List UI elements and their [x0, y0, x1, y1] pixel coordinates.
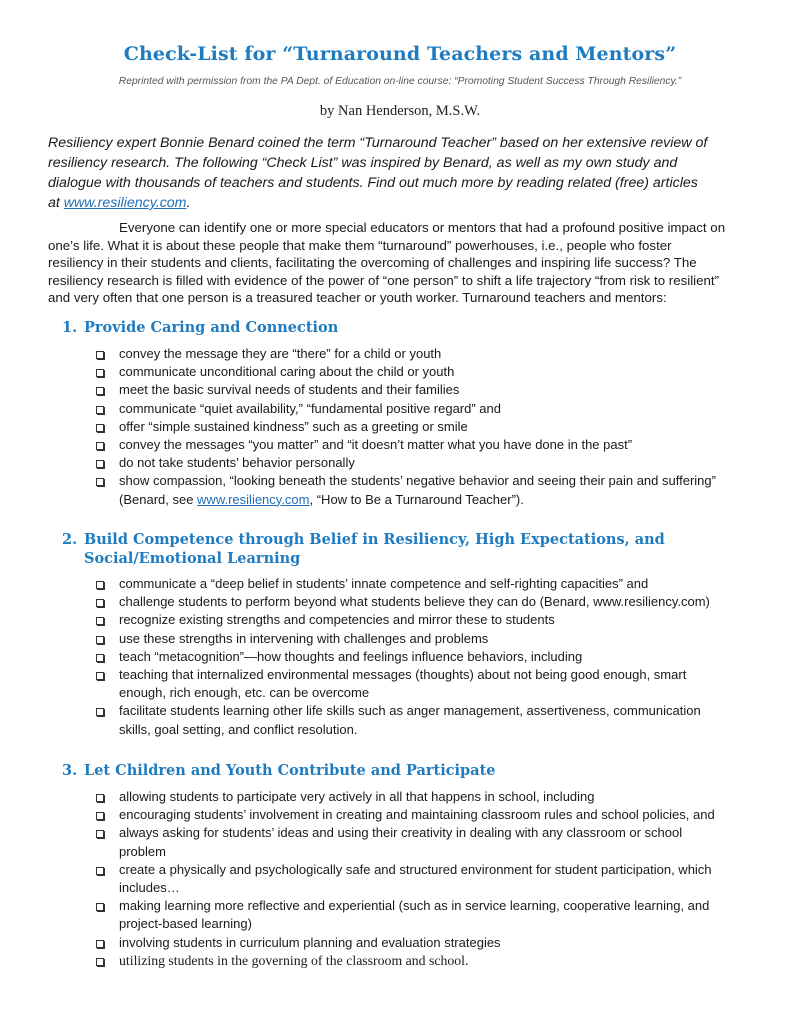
item-text: teach “metacognition”—how thoughts and feelings influence behaviors, including: [119, 648, 583, 664]
empty-checkbox-icon[interactable]: [96, 794, 104, 802]
reprint-note: Reprinted with permission from the PA Dept. of Education on-line course: “Promoting Student Success Through Resiliency.”: [118, 76, 682, 87]
section-1-checklist: [96, 345, 786, 509]
section-heading-3: [62, 761, 496, 780]
item-text: do not take students’ behavior personally: [119, 455, 355, 471]
checklist-item: [96, 952, 786, 970]
item-text: encouraging students’ involvement in creating and maintaining classroom rules and school policies, and: [119, 807, 715, 823]
author-byline: by Nan Henderson, M.S.W.: [319, 103, 481, 119]
item-text: use these strengths in intervening with challenges and problems: [119, 630, 489, 646]
body-line: and very often that one person is a treasured teacher or youth worker. Turnaround teachers and mentors:: [48, 290, 667, 306]
citation-prefix: (Benard, see: [119, 491, 198, 507]
checklist-item: [96, 611, 786, 629]
body-line: resiliency research is filled with evidence of the power of “one person” to shift a life trajectory “from risk to resilient”: [48, 272, 720, 288]
section-title: Let Children and Youth Contribute and Participate: [84, 762, 496, 779]
item-text-line2: skills, goal setting, and conflict resolution.: [119, 721, 358, 737]
empty-checkbox-icon[interactable]: [96, 903, 104, 911]
section-number: 1.: [62, 319, 78, 336]
body-line: Everyone can identify one or more special educators or mentors that had a profound positive impact on: [119, 220, 726, 235]
checklist-item: [96, 345, 786, 363]
section-title: Build Competence through Belief in Resiliency, High Expectations, and: [84, 531, 665, 548]
intro-line: dialogue with thousands of teachers and students. Find out much more by reading related (free) articles: [48, 175, 698, 191]
empty-checkbox-icon[interactable]: [96, 387, 104, 395]
checklist-item: [96, 666, 786, 702]
checklist-item: [96, 648, 786, 666]
empty-checkbox-icon[interactable]: [96, 424, 104, 432]
checklist-item: [96, 861, 786, 897]
empty-checkbox-icon[interactable]: [96, 958, 104, 966]
checklist-item: [96, 575, 786, 593]
checklist-item: [96, 472, 786, 508]
item-text: convey the message they are “there” for a child or youth: [119, 346, 442, 361]
section-2-checklist: [96, 575, 786, 739]
intro-suffix: .: [186, 195, 191, 211]
resiliency-link[interactable]: www.resiliency.com: [63, 195, 187, 211]
intro-paragraph: [48, 133, 768, 213]
empty-checkbox-icon[interactable]: [96, 617, 104, 625]
item-text: show compassion, “looking beneath the students’ negative behavior and seeing their pain and suffering”: [119, 473, 716, 489]
empty-checkbox-icon[interactable]: [96, 478, 104, 486]
empty-checkbox-icon[interactable]: [96, 442, 104, 450]
item-text: communicate a “deep belief in students’ innate competence and self-righting capacities” and: [119, 576, 649, 591]
checklist-item: [96, 806, 786, 824]
section-3-checklist: [96, 788, 786, 970]
item-text: convey the messages “you matter” and “it doesn’t matter what you have done in the past”: [119, 437, 633, 453]
empty-checkbox-icon[interactable]: [96, 369, 104, 377]
item-text-line2: problem: [119, 843, 166, 859]
intro-line-last: [48, 193, 768, 213]
item-text: challenge students to perform beyond what students believe they can do (Benard, www.resiliency.com): [119, 594, 710, 610]
empty-checkbox-icon[interactable]: [96, 406, 104, 414]
empty-checkbox-icon[interactable]: [96, 599, 104, 607]
body-paragraph: [48, 219, 778, 307]
empty-checkbox-icon[interactable]: [96, 830, 104, 838]
body-line: one’s life. What it is about these people that make them “turnaround” powerhouses, i.e., people who foster: [48, 237, 672, 253]
checklist-item: [96, 788, 786, 806]
checklist-item: [96, 400, 786, 418]
section-heading-1: [62, 318, 338, 337]
checklist-item: [96, 934, 786, 952]
item-text: allowing students to participate very actively in all that happens in school, including: [119, 789, 595, 804]
section-number: 2.: [62, 531, 78, 548]
item-text-line2: [119, 491, 786, 509]
checklist-item: [96, 630, 786, 648]
empty-checkbox-icon[interactable]: [96, 812, 104, 820]
section-heading-2: [62, 530, 665, 568]
item-text: communicate “quiet availability,” “fundamental positive regard” and: [119, 400, 502, 416]
item-text: teaching that internalized environmental messages (thoughts) about not being good enough, smart: [119, 667, 687, 683]
item-text: making learning more reflective and experiential (such as in service learning, cooperative learning, and: [119, 898, 710, 914]
resiliency-link[interactable]: www.resiliency.com: [197, 491, 310, 507]
item-text-line2: includes…: [119, 880, 180, 896]
checklist-item: [96, 363, 786, 381]
document-title: Check-List for “Turnaround Teachers and Mentors”: [123, 43, 677, 65]
section-number: 3.: [62, 762, 78, 779]
item-text: offer “simple sustained kindness” such as a greeting or smile: [119, 418, 468, 434]
item-text: facilitate students learning other life skills such as anger management, assertiveness, communication: [119, 703, 701, 719]
intro-line: Resiliency expert Bonnie Benard coined the term “Turnaround Teacher” based on her extensive review of: [48, 135, 708, 151]
empty-checkbox-icon[interactable]: [96, 708, 104, 716]
body-line: resiliency in their students and clients, facilitating the overcoming of challenges and inspiring life success? The: [48, 255, 697, 271]
item-text: meet the basic survival needs of students and their families: [119, 382, 460, 398]
citation-suffix: , “How to Be a Turnaround Teacher”).: [309, 491, 524, 507]
checklist-item: [96, 824, 786, 860]
empty-checkbox-icon[interactable]: [96, 581, 104, 589]
item-text: create a physically and psychologically safe and structured environment for student participation, which: [119, 861, 712, 877]
checklist-item: [96, 593, 786, 611]
section-title-line2: Social/Emotional Learning: [84, 550, 301, 567]
item-text-line2: project-based learning): [119, 916, 252, 932]
checklist-item: [96, 702, 786, 738]
empty-checkbox-icon[interactable]: [96, 351, 104, 359]
checklist-item: [96, 897, 786, 933]
item-text-line2: enough, rich enough, etc. can be overcome: [119, 685, 370, 701]
intro-line: resiliency research. The following “Check List” was inspired by Benard, as well as my own study and: [48, 155, 678, 171]
empty-checkbox-icon[interactable]: [96, 940, 104, 948]
empty-checkbox-icon[interactable]: [96, 672, 104, 680]
empty-checkbox-icon[interactable]: [96, 460, 104, 468]
checklist-item: [96, 454, 786, 472]
checklist-item: [96, 381, 786, 399]
item-text: involving students in curriculum planning and evaluation strategies: [119, 934, 501, 950]
empty-checkbox-icon[interactable]: [96, 636, 104, 644]
item-text: always asking for students’ ideas and using their creativity in dealing with any classroom or school: [119, 825, 683, 841]
empty-checkbox-icon[interactable]: [96, 867, 104, 875]
checklist-item: [96, 436, 786, 454]
checklist-item: [96, 418, 786, 436]
item-text: recognize existing strengths and competencies and mirror these to students: [119, 612, 555, 628]
empty-checkbox-icon[interactable]: [96, 654, 104, 662]
item-text: communicate unconditional caring about the child or youth: [119, 364, 455, 380]
item-text: utilizing students in the governing of the classroom and school.: [119, 952, 469, 968]
intro-prefix: at: [48, 195, 64, 211]
section-title: Provide Caring and Connection: [84, 319, 339, 336]
